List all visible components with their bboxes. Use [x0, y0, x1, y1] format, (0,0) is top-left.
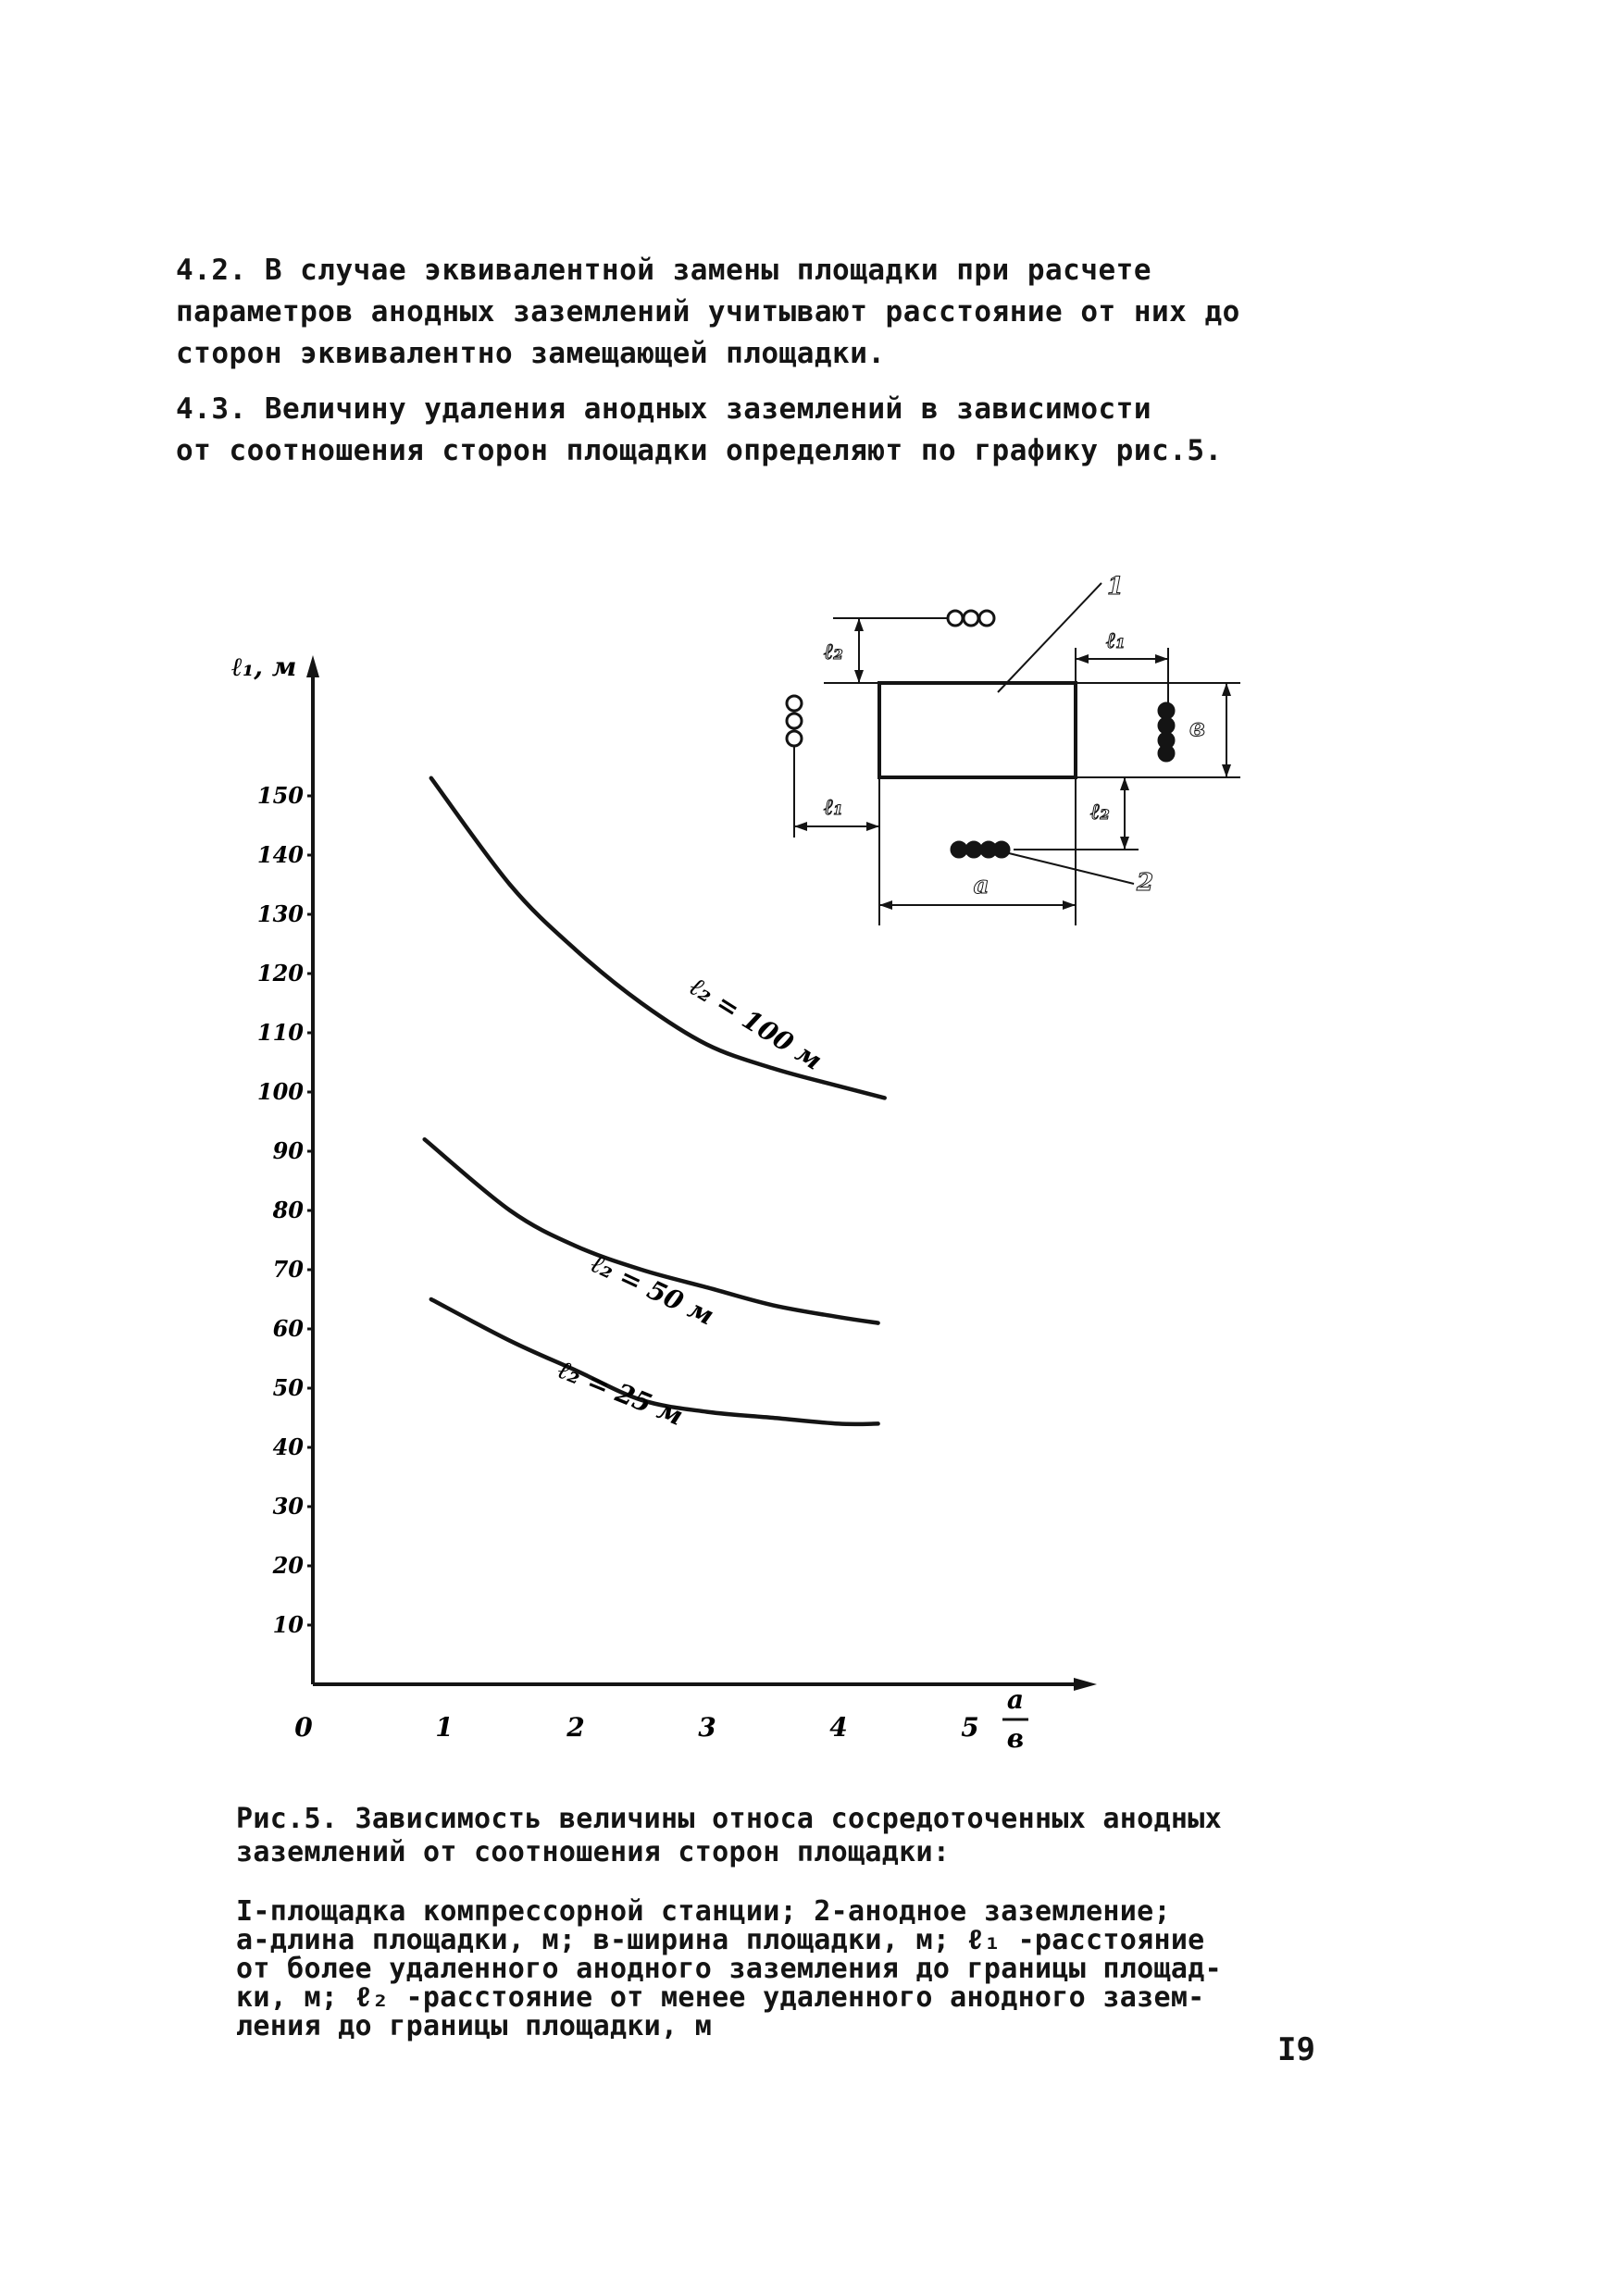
series-label-3: ℓ₂ = 25 м	[554, 1354, 688, 1433]
y-tick-label: 10	[272, 1611, 304, 1638]
dimension-l2-top-label: ℓ₂	[824, 638, 843, 664]
dimension-l2-bottom-label: ℓ₂	[1090, 798, 1110, 825]
y-tick-label: 140	[256, 841, 304, 868]
anode-group-left	[787, 696, 802, 746]
y-tick-label: 90	[272, 1137, 304, 1164]
x-tick-label: 5	[961, 1712, 979, 1743]
dimension-l1-right-label: ℓ₁	[1106, 627, 1126, 653]
figure-caption-title: Рис.5. Зависимость величины относа сосредоточенных анодных заземлений от соотношения сторон площадки:	[236, 1803, 1222, 1868]
y-tick-label: 40	[272, 1433, 304, 1460]
anode-group-bottom	[951, 841, 1010, 858]
x-axis-label-denominator: в	[1006, 1723, 1025, 1754]
anode-group-top	[948, 611, 994, 626]
leader-line-ground	[1009, 853, 1134, 884]
y-axis-arrow	[306, 655, 319, 677]
x-tick-label: 1	[435, 1712, 454, 1743]
paragraph-4-3: 4.3. Величину удаления анодных заземлений в зависимости от соотношения сторон площадки определяют по графику рис.5.	[176, 392, 1223, 467]
dimension-a-label: а	[973, 872, 989, 900]
y-tick-label: 50	[272, 1374, 304, 1401]
dimension-b	[1076, 683, 1240, 777]
y-tick-label: 70	[272, 1256, 304, 1283]
x-tick-label: 0	[294, 1712, 313, 1743]
series-label-1: ℓ₂ = 100 м	[683, 971, 828, 1076]
dimension-l1-left	[794, 746, 879, 838]
series-label-2: ℓ₂ = 50 м	[586, 1247, 719, 1332]
y-tick-label: 100	[256, 1078, 304, 1105]
y-tick-label: 150	[256, 782, 304, 809]
paragraph-4-2: 4.2. В случае эквивалентной замены площадки при расчете параметров анодных заземлений учитывают расстояние от них до сторон эквивалентно замещающей площадки.	[176, 254, 1240, 370]
x-axis-label-numerator: а	[1006, 1684, 1025, 1715]
y-tick-label: 110	[256, 1019, 304, 1046]
y-tick-label: 60	[272, 1315, 304, 1342]
callout-site-number: 1	[1107, 573, 1125, 601]
figure-caption-legend: I-площадка компрессорной станции; 2-анодное заземление; а-длина площадки, м; в-ширина площадки, м; ℓ₁ -расстояние от более удаленного анодного заземления до границы площад- ки, м; ℓ₂ -расстояние от менее удаленного анодного зазем- ления до границы площадки, м	[236, 1895, 1222, 2042]
site-schematic	[787, 573, 1240, 925]
page-number: I9	[1277, 2031, 1315, 2068]
x-tick-label: 2	[566, 1712, 585, 1743]
y-tick-label: 30	[272, 1493, 304, 1520]
x-axis-arrow	[1074, 1678, 1097, 1691]
anode-group-right	[1158, 702, 1175, 762]
site-rectangle	[879, 683, 1076, 777]
dimension-b-label: в	[1189, 714, 1206, 742]
dimension-l1-right	[1076, 648, 1168, 703]
leader-line-site	[998, 583, 1101, 692]
dimension-l1-left-label: ℓ₁	[824, 793, 843, 820]
y-tick-label: 120	[256, 960, 304, 987]
x-tick-label: 3	[698, 1712, 716, 1743]
callout-ground-number: 2	[1137, 869, 1154, 897]
y-tick-label: 20	[272, 1552, 304, 1579]
y-tick-label: 130	[256, 900, 304, 927]
x-tick-label: 4	[829, 1712, 848, 1743]
y-axis-label: ℓ₁, м	[231, 652, 297, 682]
y-tick-label: 80	[272, 1197, 304, 1223]
chart-area	[230, 652, 1097, 1754]
